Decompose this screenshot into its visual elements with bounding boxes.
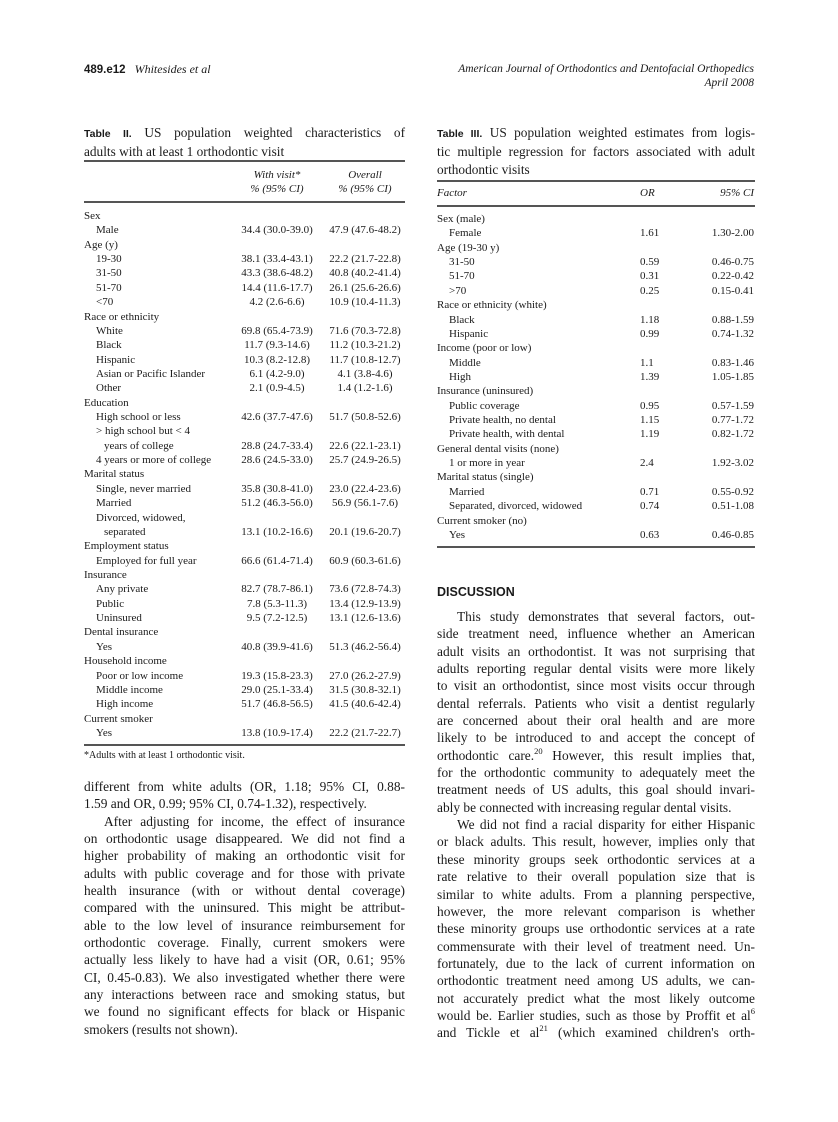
table2-with-visit-value: 2.1 (0.9-4.5)	[249, 382, 305, 395]
table2-overall-value: 41.5 (40.6-42.4)	[329, 698, 401, 711]
text-run: and Tickle et al	[437, 1025, 540, 1041]
table3-ci-value: 0.51-1.08	[711, 500, 754, 513]
table2-with-visit-value: 13.1 (10.2-16.6)	[241, 525, 313, 538]
text-line	[84, 813, 405, 830]
table2-with-visit-value: 69.8 (65.4-73.9)	[241, 324, 313, 337]
table2-with-visit-value: 42.6 (37.7-47.6)	[241, 411, 313, 424]
table2-overall-value: 22.2 (21.7-22.7)	[329, 726, 401, 739]
text-line	[437, 972, 755, 989]
table3-row-label: Public coverage	[449, 399, 520, 412]
table3-or-value: 0.71	[640, 485, 660, 498]
text-run: health insurance (with or without dental coverage)	[84, 883, 405, 899]
text-line	[437, 643, 755, 660]
table2-row-label: High school or less	[96, 411, 181, 424]
table2-with-visit-value: 38.1 (33.4-43.1)	[241, 253, 313, 266]
text-line	[84, 830, 405, 847]
issue-date: April 2008	[704, 77, 754, 89]
table2-with-visit-value: 13.8 (10.9-17.4)	[241, 726, 313, 739]
table2-overall-value: 40.8 (40.2-41.4)	[329, 267, 401, 280]
table2-with-visit-value: 10.3 (8.2-12.8)	[244, 353, 310, 366]
table3-header-rule	[437, 205, 755, 207]
table3-row-label: >70	[449, 284, 467, 297]
table3-or-value: 0.31	[640, 270, 660, 283]
table2-overall-value: 56.9 (56.1-7.6)	[332, 497, 398, 510]
text-run: smokers (results not shown).	[84, 1021, 238, 1037]
table2-overall-value: 20.1 (19.6-20.7)	[329, 525, 401, 538]
table2-row-label: Employment status	[84, 540, 169, 553]
table3-row-label: Marital status (single)	[437, 471, 534, 484]
table2-overall-value: 71.6 (70.3-72.8)	[329, 324, 401, 337]
table3-header-ci: 95% CI	[720, 187, 754, 199]
table3-ci-value: 0.46-0.85	[711, 528, 754, 541]
text-run: would be. Earlier studies, such as those by Proffit et al	[437, 1007, 751, 1023]
table3-or-value: 0.25	[640, 284, 660, 297]
text-line	[437, 833, 755, 850]
text-line	[437, 1024, 755, 1041]
table2-row-label: Age (y)	[84, 238, 118, 251]
table2-overall-value: 11.2 (10.3-21.2)	[329, 339, 401, 352]
text-run: dental referrals. Patients who visit a dentist regularly	[437, 695, 755, 711]
table3-row-label: 1 or more in year	[449, 457, 525, 470]
text-run: however, the more relevant comparison is whether	[437, 903, 755, 919]
table2-with-visit-value: 51.2 (46.3-56.0)	[241, 497, 313, 510]
table2-caption-line: adults with at least 1 orthodontic visit	[84, 144, 285, 159]
citation-superscript: 20	[534, 745, 543, 756]
table2-col1-header-line: With visit*	[253, 169, 301, 181]
text-line	[437, 625, 755, 642]
table2-with-visit-value: 34.4 (30.0-39.0)	[241, 224, 313, 237]
table3-row-label: 51-70	[449, 270, 475, 283]
table2-overall-value: 27.0 (26.2-27.9)	[329, 669, 401, 682]
text-line	[437, 1007, 755, 1024]
table2-row-label: Black	[96, 339, 122, 352]
text-line	[84, 1003, 405, 1020]
table3-caption-line: orthodontic visits	[437, 162, 530, 177]
table3-ci-value: 0.46-0.75	[711, 256, 754, 269]
table2-row-label: Race or ethnicity	[84, 310, 160, 323]
text-run: CI, 0.45-0.83). We also investigated whether there were	[84, 969, 405, 985]
text-run: able to the low level of insurance reimbursement for	[84, 917, 405, 933]
table3-header-or: OR	[640, 187, 655, 199]
table3-ci-value: 0.55-0.92	[711, 485, 754, 498]
table2-with-visit-value: 11.7 (9.3-14.6)	[244, 339, 310, 352]
text-line	[84, 917, 405, 934]
table2-overall-value: 60.9 (60.3-61.6)	[329, 554, 401, 567]
table2-with-visit-value: 43.3 (38.6-48.2)	[241, 267, 313, 280]
table3-ci-value: 0.22-0.42	[711, 270, 754, 283]
citation-superscript: 21	[539, 1023, 548, 1034]
text-run: 1.59 and OR, 0.99; 95% CI, 0.74-1.32), respectively.	[84, 796, 367, 812]
text-line	[84, 986, 405, 1003]
text-run: actually less likely to have had a visit (OR, 0.61; 95%	[84, 952, 405, 968]
text-run: these minority groups seek orthodontic services at a	[437, 851, 755, 867]
table3-row-label: Income (poor or low)	[437, 342, 532, 355]
table2-row-label: Education	[84, 396, 129, 409]
text-line	[84, 1021, 405, 1038]
table2-col1-header-line: % (95% CI)	[250, 183, 304, 195]
table2-row-label: Sex	[84, 210, 101, 222]
text-run: adults with public coverage and for those with private	[84, 865, 405, 881]
text-run: However, this result implies that,	[542, 747, 755, 763]
text-line	[437, 955, 755, 972]
table2-row-label: Hispanic	[96, 353, 136, 366]
text-line	[437, 695, 755, 712]
table2-top-rule	[84, 160, 405, 162]
table3-or-value: 0.74	[640, 500, 660, 513]
table2-row-label: Yes	[96, 640, 113, 653]
table2-overall-value: 31.5 (30.8-32.1)	[329, 683, 401, 696]
table2-overall-value: 13.1 (12.6-13.6)	[329, 612, 401, 625]
table3-row-label: Age (19-30 y)	[437, 241, 500, 254]
table2-header-rule	[84, 201, 405, 203]
table3-or-value: 1.61	[640, 227, 660, 240]
table2-row-label: <70	[96, 296, 114, 309]
text-run: orthodontic treatment need among US adults, we can-	[437, 973, 755, 989]
table2-with-visit-value: 82.7 (78.7-86.1)	[241, 583, 313, 596]
table2-row-label: High income	[96, 698, 154, 711]
journal-title: American Journal of Orthodontics and Dentofacial Orthopedics	[458, 63, 754, 75]
text-run: likely to be introduced to and accept the concept of	[437, 730, 755, 746]
table2-row-label: 4 years or more of college	[96, 454, 212, 467]
table2-row-label: Yes	[96, 726, 113, 739]
text-run: these minority groups use orthodontic services at a rate	[437, 921, 755, 937]
text-line	[84, 934, 405, 951]
table2-overall-value: 51.7 (50.8-52.6)	[329, 411, 401, 424]
table2-row-label: Marital status	[84, 468, 145, 481]
table3-row-label: High	[449, 370, 471, 383]
discussion-heading: DISCUSSION	[437, 585, 515, 599]
text-line	[84, 969, 405, 986]
text-run: commensurate with their level of treatment need. Un-	[437, 938, 755, 954]
table3-caption-line: US population weighted estimates from logis-	[489, 125, 756, 140]
table2-caption-line: US population weighted characteristics of	[144, 125, 405, 140]
table3-or-value: 0.59	[640, 256, 660, 269]
text-run: compared with the uninsured. This might be attribut-	[84, 900, 405, 916]
table2-with-visit-value: 28.8 (24.7-33.4)	[241, 439, 313, 452]
page-number: 489.e12	[84, 64, 126, 76]
table2-with-visit-value: 66.6 (61.4-71.4)	[241, 554, 313, 567]
table3-row-label: Separated, divorced, widowed	[449, 500, 583, 513]
text-line	[437, 781, 755, 798]
text-line	[437, 712, 755, 729]
table3-or-value: 1.19	[640, 428, 660, 441]
table3-caption	[437, 124, 755, 179]
table2-overall-value: 10.9 (10.4-11.3)	[329, 296, 401, 309]
table3-or-value: 2.4	[640, 457, 654, 470]
table2-row-label: Public	[96, 597, 125, 610]
table2-caption	[84, 124, 405, 161]
text-line	[437, 903, 755, 920]
table2-row-label: 31-50	[96, 267, 122, 280]
text-run: similar to white adults. From a planning perspective,	[437, 886, 755, 902]
table2-overall-value: 47.9 (47.6-48.2)	[329, 224, 401, 237]
table2-row-label: Middle income	[96, 683, 163, 696]
table2-overall-value: 13.4 (12.9-13.9)	[329, 597, 401, 610]
table3-or-value: 1.1	[640, 356, 654, 369]
text-line	[437, 851, 755, 868]
text-run: or black adults. This result, however, implies only that	[437, 834, 755, 850]
table3-ci-value: 0.57-1.59	[711, 399, 754, 412]
table3-row-label: Middle	[449, 356, 481, 369]
text-line	[437, 799, 755, 816]
table3-ci-value: 0.88-1.59	[711, 313, 754, 326]
table2-with-visit-value: 40.8 (39.9-41.6)	[241, 640, 313, 653]
table2-overall-value: 23.0 (22.4-23.6)	[329, 482, 401, 495]
table2-row-label: Married	[96, 497, 132, 510]
table2-overall-value: 51.3 (46.2-56.4)	[329, 640, 401, 653]
table2-label: Table II.	[84, 128, 132, 140]
text-line	[437, 729, 755, 746]
table3-label: Table III.	[437, 128, 483, 140]
text-line	[84, 865, 405, 882]
table3-ci-value: 0.82-1.72	[711, 428, 754, 441]
table2-overall-value: 22.6 (22.1-23.1)	[329, 439, 401, 452]
text-run: higher probability of making an orthodontic visit for	[84, 848, 405, 864]
text-run: we found no significant effects for black or Hispanic	[84, 1004, 405, 1020]
text-run: are concerned about their oral health and are more	[437, 713, 755, 729]
table2-col2-header	[305, 168, 425, 196]
table3-row-label: 31-50	[449, 256, 475, 269]
text-run: (which examined children's orth-	[547, 1025, 755, 1041]
text-line	[437, 677, 755, 694]
table2-row-label: Divorced, widowed,	[96, 511, 186, 524]
table3-row-label: Insurance (uninsured)	[437, 385, 534, 398]
table2-overall-value: 1.4 (1.2-1.6)	[337, 382, 393, 395]
table2-overall-value: 73.6 (72.8-74.3)	[329, 583, 401, 596]
text-run: not accurately predict what the most likely outcome	[437, 990, 755, 1006]
table2-with-visit-value: 51.7 (46.8-56.5)	[241, 698, 313, 711]
table3-row-label: Yes	[449, 528, 466, 541]
table2-row-label: 19-30	[96, 253, 122, 266]
table2-row-label: Poor or low income	[96, 669, 184, 682]
table3-or-value: 0.99	[640, 327, 660, 340]
text-run: any interactions between race and smoking status, but	[84, 987, 405, 1003]
table3-or-value: 1.39	[640, 370, 660, 383]
table2-overall-value: 26.1 (25.6-26.6)	[329, 281, 401, 294]
table2-row-label: separated	[104, 525, 146, 538]
table3-or-value: 1.15	[640, 414, 660, 427]
table3-bottom-rule	[437, 546, 755, 548]
table2-row-label: Dental insurance	[84, 626, 159, 639]
table3-row-label: Black	[449, 313, 475, 326]
table2-row-label: Other	[96, 382, 122, 395]
table2-with-visit-value: 35.8 (30.8-41.0)	[241, 482, 313, 495]
table2-with-visit-value: 7.8 (5.3-11.3)	[246, 597, 308, 610]
text-run: fortunately, due to the lack of current information on	[437, 955, 755, 971]
table2-with-visit-value: 14.4 (11.6-17.7)	[241, 281, 313, 294]
table3-ci-value: 1.30-2.00	[711, 227, 754, 240]
text-line	[437, 660, 755, 677]
table3-ci-value: 0.15-0.41	[711, 284, 754, 297]
table2-row-label: Household income	[84, 655, 167, 668]
text-run: orthodontic coverage. Finally, current smokers were	[84, 935, 405, 951]
text-line	[437, 938, 755, 955]
text-run: adults reporting regular dental visits were more likely	[437, 661, 755, 677]
table3-ci-value: 1.92-3.02	[711, 457, 754, 470]
table3-row-label: Current smoker (no)	[437, 514, 527, 527]
text-run: different from white adults (OR, 1.18; 95% CI, 0.88-	[84, 779, 405, 794]
table2-with-visit-value: 9.5 (7.2-12.5)	[246, 612, 308, 625]
text-run: ably be connected with increasing regular dental visits.	[437, 799, 732, 815]
table2-row-label: years of college	[104, 439, 174, 452]
table2-with-visit-value: 19.3 (15.8-23.3)	[241, 669, 313, 682]
text-line	[437, 920, 755, 937]
text-run: This study demonstrates that several factors, out-	[457, 609, 755, 624]
table2-overall-value: 4.1 (3.8-4.6)	[337, 367, 393, 380]
table2-row-label: Any private	[96, 583, 149, 596]
table3-header-factor: Factor	[437, 187, 467, 199]
text-line	[84, 847, 405, 864]
text-line	[437, 816, 755, 833]
text-run: treatment needs of US adults, this goal should invari-	[437, 782, 755, 798]
text-line	[84, 778, 405, 795]
table2-row-label: Current smoker	[84, 712, 153, 725]
author-line: Whitesides et al	[134, 62, 211, 76]
table2-with-visit-value: 28.6 (24.5-33.0)	[241, 454, 313, 467]
text-run: rate relative to their overall population size that is	[437, 869, 755, 885]
running-header-right	[458, 62, 754, 90]
text-line	[84, 795, 405, 812]
running-header-left	[84, 62, 211, 77]
text-line	[84, 899, 405, 916]
text-run: After adjusting for income, the effect of insurance	[104, 813, 405, 829]
table3-or-value: 0.95	[640, 399, 660, 412]
table2-row-label: Employed for full year	[96, 554, 197, 567]
text-line	[84, 882, 405, 899]
table3-top-rule	[437, 180, 755, 182]
table3-row-label: Private health, with dental	[449, 428, 565, 441]
table2-overall-value: 25.7 (24.9-26.5)	[329, 454, 401, 467]
text-run: on orthodontic usage disappeared. We did not find a	[84, 831, 405, 847]
table2-with-visit-value: 6.1 (4.2-9.0)	[249, 367, 305, 380]
table2-row-label: > high school but < 4	[96, 425, 190, 438]
table3-caption-line: tic multiple regression for factors associated with adult	[437, 144, 755, 159]
table3-ci-value: 0.74-1.32	[711, 327, 754, 340]
table2-row-label: 51-70	[96, 281, 122, 294]
table2-overall-value: 22.2 (21.7-22.8)	[329, 253, 401, 266]
text-run: for the orthodontic community to adequately meet the	[437, 765, 755, 781]
text-line	[437, 886, 755, 903]
text-run: to visit an orthodontist, since most visits occur through	[437, 678, 755, 694]
table2-row-label: White	[96, 324, 123, 337]
table2-row-label: Single, never married	[96, 482, 191, 495]
text-line	[84, 951, 405, 968]
table3-row-label: Hispanic	[449, 327, 489, 340]
table2-row-label: Uninsured	[96, 612, 142, 625]
citation-superscript: 6	[750, 1005, 755, 1016]
table3-row-label: Private health, no dental	[449, 414, 556, 427]
table2-col2-header-line: Overall	[348, 169, 382, 181]
table2-row-label: Asian or Pacific Islander	[96, 367, 206, 380]
table2-with-visit-value: 4.2 (2.6-6.6)	[249, 296, 305, 309]
table2-col2-header-line: % (95% CI)	[338, 183, 392, 195]
table3-or-value: 0.63	[640, 528, 660, 541]
table3-row-label: General dental visits (none)	[437, 442, 559, 455]
left-column-text	[84, 778, 405, 1038]
table2-row-label: Insurance	[84, 569, 127, 581]
text-run: orthodontic care.	[437, 747, 535, 763]
table3-row-label: Female	[449, 227, 482, 240]
table2-with-visit-value: 29.0 (25.1-33.4)	[241, 683, 313, 696]
discussion-text	[437, 608, 755, 1042]
text-line	[437, 990, 755, 1007]
text-line	[437, 868, 755, 885]
table3-row-label: Sex (male)	[437, 213, 485, 225]
table3-ci-value: 0.83-1.46	[711, 356, 754, 369]
table3-ci-value: 0.77-1.72	[711, 414, 754, 427]
table3-row-label: Race or ethnicity (white)	[437, 299, 547, 312]
text-run: We did not find a racial disparity for either Hispanic	[457, 817, 755, 833]
text-line	[437, 747, 755, 764]
text-run: side treatment need, influence whether an American	[437, 626, 755, 642]
table2-footnote: *Adults with at least 1 orthodontic visit.	[84, 750, 245, 761]
table3-ci-value: 1.05-1.85	[711, 370, 754, 383]
table2-row-label: Male	[96, 224, 119, 237]
text-line	[437, 764, 755, 781]
text-run: adult visits an orthodontist. It was not surprising that	[437, 643, 755, 659]
table3-or-value: 1.18	[640, 313, 660, 326]
table2-overall-value: 11.7 (10.8-12.7)	[329, 353, 401, 366]
table2-bottom-rule	[84, 744, 405, 746]
table3-row-label: Married	[449, 485, 485, 498]
text-line	[437, 608, 755, 625]
